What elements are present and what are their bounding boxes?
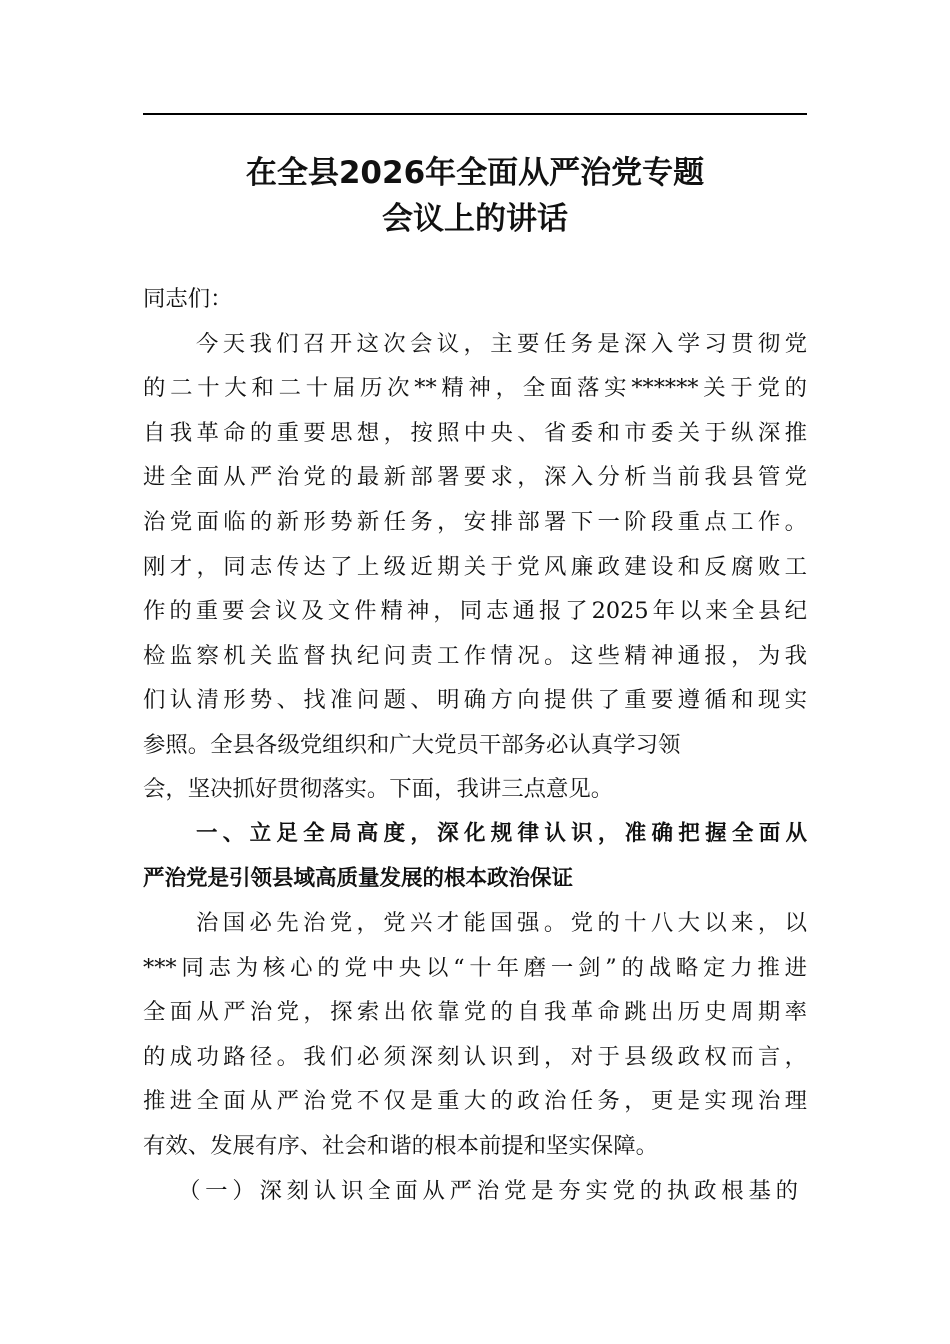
intro-line: 检监察机关监督执纪问责工作情况。这些精神通报，为我	[143, 643, 807, 669]
intro-line: 今天我们召开这次会议，主要任务是深入学习贯彻党	[196, 331, 807, 357]
section-body-line: 治国必先治党，党兴才能国强。党的十八大以来，以	[196, 910, 807, 936]
section-heading-line: 严治党是引领县域高质量发展的根本政治保证	[143, 866, 574, 891]
intro-line: 刚才，同志传达了上级近期关于党风廉政建设和反腐败工	[143, 554, 807, 580]
section-body-line: 的成功路径。我们必须深刻认识到，对于县级政权而言，	[143, 1044, 807, 1070]
section-body-line: 有效、发展有序、社会和谐的根本前提和坚实保障。	[143, 1133, 658, 1159]
section-body-line: ***同志为核心的党中央以“十年磨一剑”的战略定力推进	[143, 955, 807, 981]
intro-line: 进全面从严治党的最新部署要求，深入分析当前我县管党	[143, 464, 807, 490]
intro-line: 的二十大和二十届历次**精神，全面落实******关于党的	[143, 375, 807, 401]
section-heading-line: 一、立足全局高度，深化规律认识，准确把握全面从	[196, 821, 807, 846]
section-body-line: 全面从严治党，探索出依靠党的自我革命跳出历史周期率	[143, 999, 807, 1025]
header-rule	[143, 113, 807, 115]
intro-line: 治党面临的新形势新任务，安排部署下一阶段重点工作。	[143, 509, 807, 535]
title-line-2: 会议上的讲话	[382, 201, 568, 237]
intro-line: 作的重要会议及文件精神，同志通报了2025年以来全县纪	[143, 598, 807, 624]
section-body-line: 推进全面从严治党不仅是重大的政治任务，更是实现治理	[143, 1088, 807, 1114]
document-title	[143, 150, 807, 242]
intro-line: 自我革命的重要思想，按照中央、省委和市委关于纵深推	[143, 420, 807, 446]
title-line-1: 在全县2026年全面从严治党专题	[245, 155, 705, 191]
subsection-heading-line: （一）深刻认识全面从严治党是夯实党的执政根基的	[178, 1178, 798, 1204]
intro-line: 参照。全县各级党组织和广大党员干部务必认真学习领	[143, 732, 681, 758]
intro-line: 会，坚决抓好贯彻落实。下面，我讲三点意见。	[143, 776, 614, 802]
salutation: 同志们：	[143, 286, 233, 312]
intro-line: 们认清形势、找准问题、明确方向提供了重要遵循和现实	[143, 687, 807, 713]
